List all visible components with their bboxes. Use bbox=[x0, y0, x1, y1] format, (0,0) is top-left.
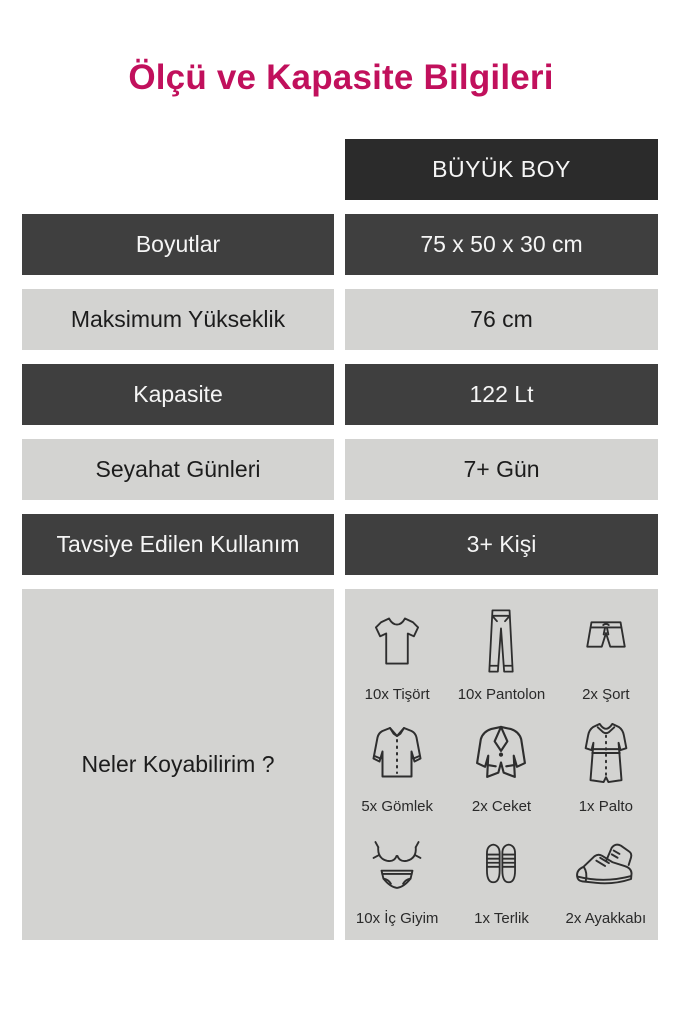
packing-item-label: 10x İç Giyim bbox=[355, 910, 439, 927]
header-spacer bbox=[22, 139, 334, 200]
shorts-icon bbox=[576, 614, 636, 668]
packing-item-label: 2x Şort bbox=[582, 686, 630, 703]
page-title: Ölçü ve Kapasite Bilgileri bbox=[128, 58, 554, 97]
pants-icon bbox=[472, 605, 530, 677]
row-label-seyahat-gunleri: Seyahat Günleri bbox=[22, 439, 334, 500]
row-label-tavsiye-edilen-kullanim: Tavsiye Edilen Kullanım bbox=[22, 514, 334, 575]
packing-item-sneakers bbox=[554, 820, 658, 932]
row-value-maksimum-yukseklik: 76 cm bbox=[345, 289, 658, 350]
underwear-icon bbox=[367, 835, 427, 895]
row-label-boyutlar: Boyutlar bbox=[22, 214, 334, 275]
packing-item-label: 10x Pantolon bbox=[457, 686, 546, 703]
coat-icon bbox=[575, 718, 637, 788]
packing-item-coat bbox=[554, 708, 658, 820]
packing-item-label: 1x Terlik bbox=[474, 910, 529, 927]
row-value-boyutlar: 75 x 50 x 30 cm bbox=[345, 214, 658, 275]
packing-item-label: 1x Palto bbox=[578, 798, 633, 815]
packing-item-jacket bbox=[449, 708, 553, 820]
slippers-icon bbox=[472, 837, 530, 893]
row-value-tavsiye-edilen-kullanim: 3+ Kişi bbox=[345, 514, 658, 575]
tshirt-icon bbox=[367, 610, 427, 672]
packing-item-label: 2x Ayakkabı bbox=[565, 910, 647, 927]
packing-item-label: 5x Gömlek bbox=[361, 798, 434, 815]
packing-items-grid bbox=[345, 589, 658, 940]
packing-item-pants bbox=[449, 596, 553, 708]
jacket-icon bbox=[467, 719, 535, 787]
packing-item-tshirt bbox=[345, 596, 449, 708]
spec-table bbox=[22, 139, 658, 940]
packing-item-label: 10x Tişört bbox=[364, 686, 430, 703]
row-label-kapasite: Kapasite bbox=[22, 364, 334, 425]
packing-item-underwear bbox=[345, 820, 449, 932]
row-value-seyahat-gunleri: 7+ Gün bbox=[345, 439, 658, 500]
size-column-header: BÜYÜK BOY bbox=[345, 139, 658, 200]
dress-shirt-icon bbox=[365, 721, 429, 785]
row-value-kapasite: 122 Lt bbox=[345, 364, 658, 425]
sneakers-icon bbox=[570, 838, 642, 892]
row-label-maksimum-yukseklik: Maksimum Yükseklik bbox=[22, 289, 334, 350]
packing-item-dress-shirt bbox=[345, 708, 449, 820]
packing-item-label: 2x Ceket bbox=[471, 798, 532, 815]
packing-item-slippers bbox=[449, 820, 553, 932]
packing-item-shorts bbox=[554, 596, 658, 708]
row-label-neler-koyabilirim: Neler Koyabilirim ? bbox=[22, 589, 334, 940]
